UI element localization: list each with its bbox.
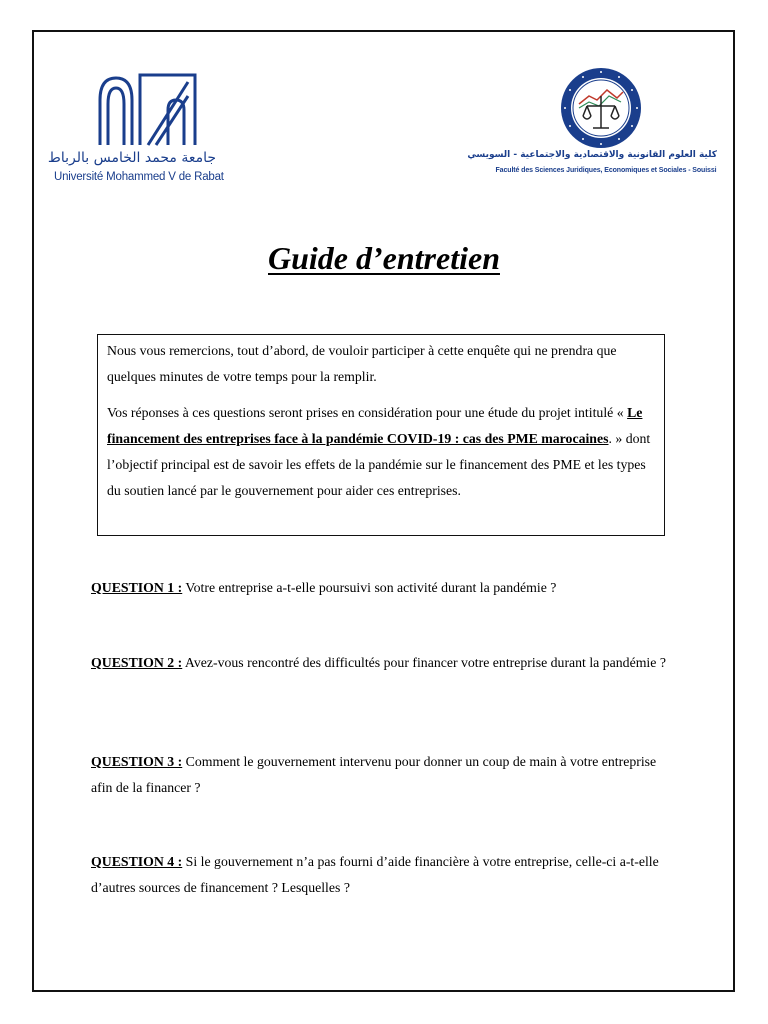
project-title: Le financement des entreprises face à la pandémie COVID-19 : cas des PME marocaines: [107, 405, 643, 446]
university-logo: [47, 70, 225, 190]
question-label: QUESTION 3 :: [91, 754, 183, 769]
question-label: QUESTION 4 :: [91, 854, 183, 869]
university-arabic-name: جامعة محمد الخامس بالرباط: [47, 150, 216, 166]
intro-paragraph-2-start: Vos réponses à ces questions seront prises en considération pour une étude du projet intitulé «: [107, 405, 628, 420]
question-text: Votre entreprise a-t-elle poursuivi son activité durant la pandémie ?: [182, 580, 557, 595]
intro-paragraph-2-end: . » dont l’objectif principal est de savoir les effets de la pandémie sur le financement des PME et les types du soutien lancé par le gouvernement pour aider ces entreprises.: [107, 431, 651, 498]
question-text: Si le gouvernement n’a pas fourni d’aide financière à votre entreprise, celle-ci a-t-elle d’autres sources de financement ? Lesquelles ?: [91, 854, 659, 895]
question-1: [91, 575, 676, 601]
intro-paragraph-2: [107, 400, 655, 504]
university-latin-name: Université Mohammed V de Rabat: [54, 171, 224, 183]
faculty-latin-name: Faculté des Sciences Juridiques, Economiques et Sociales - Souissi: [495, 167, 717, 174]
question-label: QUESTION 2 :: [91, 655, 183, 670]
document-title: Guide d’entretien: [268, 240, 500, 276]
question-text: Comment le gouvernement intervenu pour donner un coup de main à votre entreprise afin de la financer ?: [91, 754, 657, 795]
faculty-logo: [467, 66, 717, 184]
intro-paragraph-1: Nous vous remercions, tout d’abord, de vouloir participer à cette enquête qui ne prendra que quelques minutes de votre temps pour la remplir.: [107, 343, 617, 384]
question-2: [91, 650, 676, 676]
faculty-seal-emblem: [559, 66, 643, 150]
question-4: [91, 849, 676, 901]
question-label: QUESTION 1 :: [91, 580, 183, 595]
intro-box: [97, 334, 665, 536]
faculty-arabic-name: كلية العلوم القانونية والاقتصادية والاجتماعية - السويسي: [467, 150, 717, 160]
university-arch-emblem: [50, 70, 225, 150]
question-3: [91, 749, 676, 801]
question-text: Avez-vous rencontré des difficultés pour financer votre entreprise durant la pandémie ?: [182, 655, 666, 670]
